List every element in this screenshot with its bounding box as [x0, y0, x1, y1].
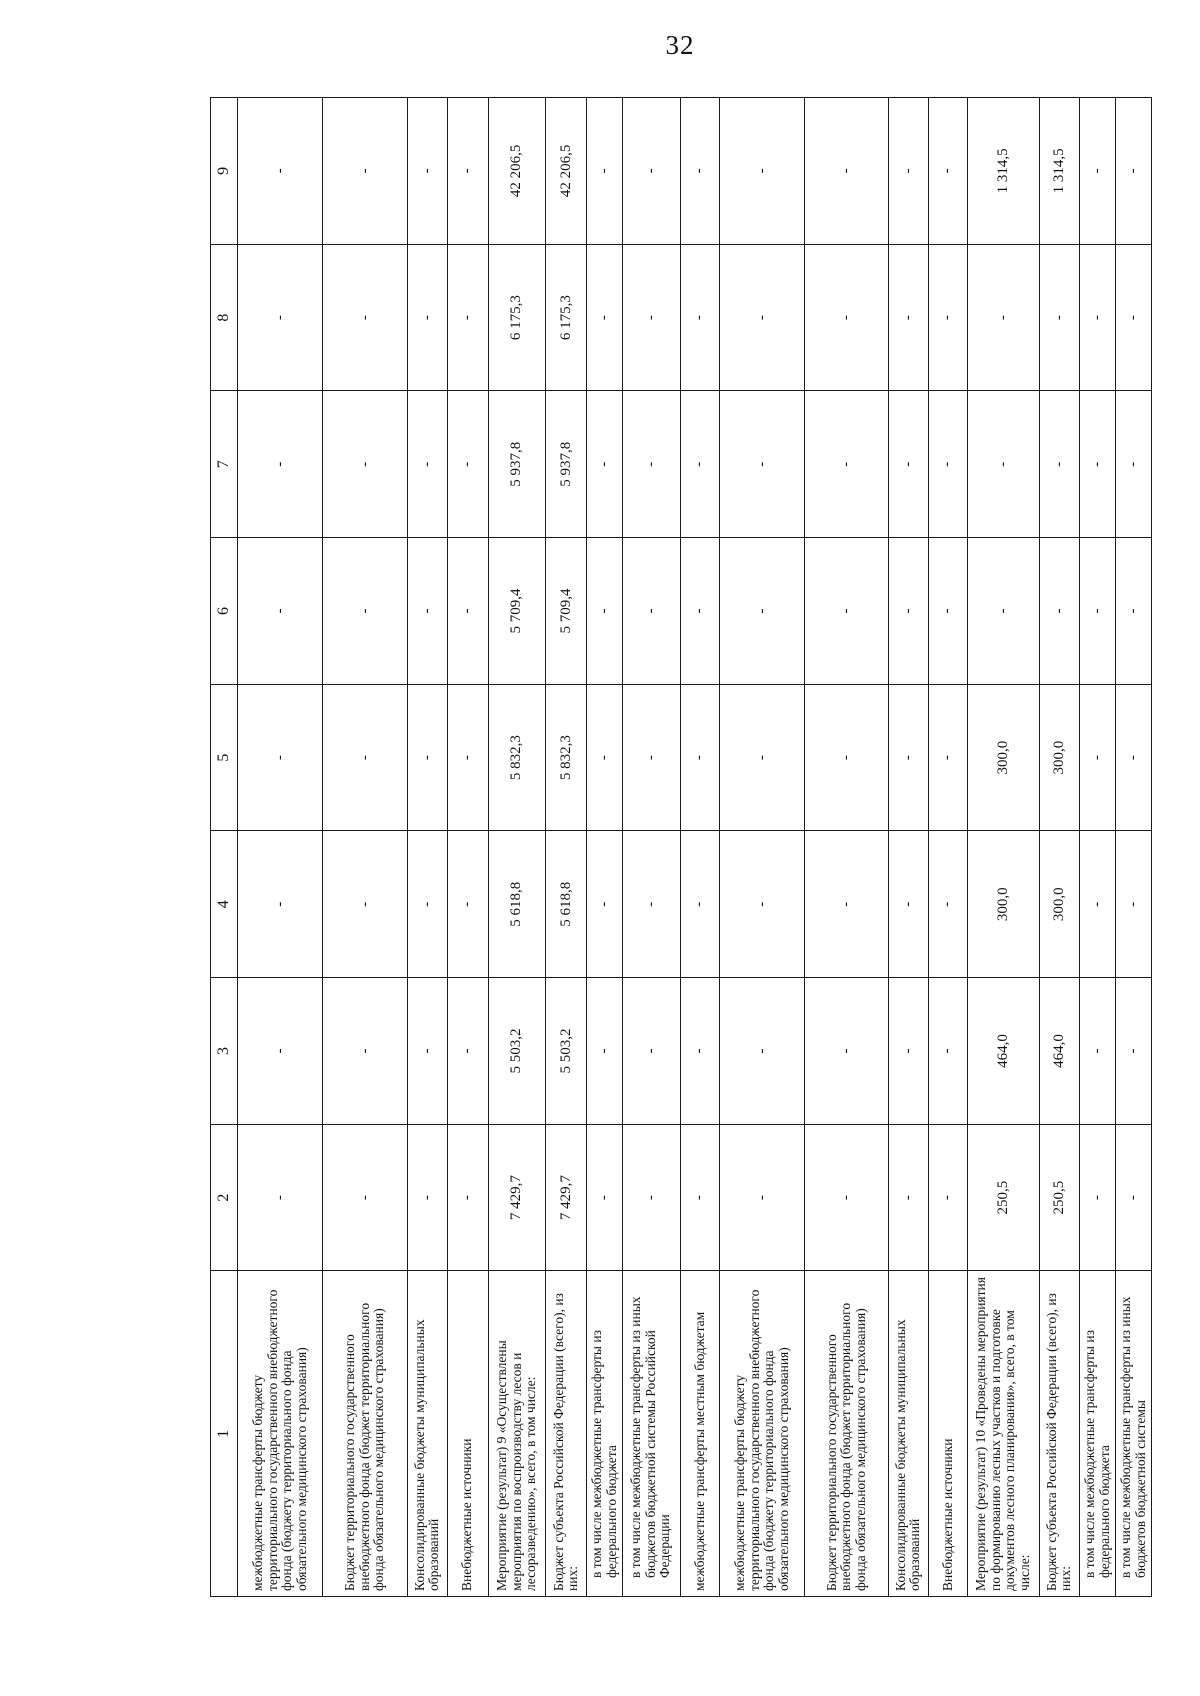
row-value-col-2: -	[804, 1124, 888, 1271]
row-value-col-9: -	[720, 98, 804, 245]
row-value-col-3: 5 503,2	[546, 978, 587, 1125]
row-value-col-5: -	[1116, 684, 1152, 831]
row-value-col-4: -	[889, 831, 929, 978]
row-value-col-3: -	[622, 978, 680, 1125]
row-value-col-6: -	[1079, 538, 1116, 685]
row-value-col-6: -	[323, 538, 407, 685]
row-value-col-4: 5 618,8	[546, 831, 587, 978]
row-label: Бюджет территориального государственного внебюджетного фонда (бюджет территориального фонда обязательного медицинского страхования)	[804, 1271, 888, 1597]
row-value-col-3: -	[447, 978, 488, 1125]
row-value-col-7: -	[622, 391, 680, 538]
table-row	[488, 98, 546, 1597]
row-value-col-6: 5 709,4	[488, 538, 546, 685]
row-value-col-2: 7 429,7	[546, 1124, 587, 1271]
row-value-col-2: -	[889, 1124, 929, 1271]
row-value-col-4: 300,0	[967, 831, 1039, 978]
column-header-6: 6	[211, 538, 238, 685]
row-label: Мероприятие (результат) 9 «Осуществлены мероприятия по воспроизводству лесов и лесоразведению», всего, в том числе:	[488, 1271, 546, 1597]
row-value-col-7: -	[323, 391, 407, 538]
row-value-col-6: -	[238, 538, 323, 685]
row-value-col-5: -	[587, 684, 622, 831]
column-header-3: 3	[211, 978, 238, 1125]
row-value-col-3: -	[680, 978, 720, 1125]
table-row	[720, 98, 804, 1597]
table-body	[238, 98, 1152, 1597]
row-value-col-6: -	[407, 538, 447, 685]
page-number: 32	[665, 30, 695, 60]
row-value-col-9: 1 314,5	[1039, 98, 1079, 245]
row-value-col-8: -	[967, 244, 1039, 391]
row-value-col-4: -	[1079, 831, 1116, 978]
column-header-7: 7	[211, 391, 238, 538]
table-row	[238, 98, 323, 1597]
row-value-col-6: -	[928, 538, 967, 685]
row-value-col-3: -	[323, 978, 407, 1125]
row-value-col-8: -	[587, 244, 622, 391]
table-row	[587, 98, 622, 1597]
column-header-2: 2	[211, 1124, 238, 1271]
table-row	[1039, 98, 1079, 1597]
row-value-col-9: -	[447, 98, 488, 245]
row-value-col-9: 42 206,5	[546, 98, 587, 245]
rotated-table-container	[210, 97, 1152, 1597]
row-value-col-7: 5 937,8	[546, 391, 587, 538]
row-value-col-6: 5 709,4	[546, 538, 587, 685]
row-value-col-5: -	[720, 684, 804, 831]
row-value-col-2: 250,5	[967, 1124, 1039, 1271]
row-value-col-2: -	[622, 1124, 680, 1271]
row-value-col-5: -	[928, 684, 967, 831]
row-value-col-8: -	[407, 244, 447, 391]
table-row	[546, 98, 587, 1597]
row-label: межбюджетные трансферты бюджету территориального государственного внебюджетного фонда (бюджету территориального фонда обязательного медицинского страхования)	[238, 1271, 323, 1597]
row-value-col-3: -	[804, 978, 888, 1125]
row-value-col-4: -	[720, 831, 804, 978]
row-value-col-3: -	[928, 978, 967, 1125]
row-value-col-8: -	[804, 244, 888, 391]
row-value-col-9: -	[587, 98, 622, 245]
row-value-col-7: -	[889, 391, 929, 538]
row-value-col-9: -	[323, 98, 407, 245]
row-label: межбюджетные трансферты местным бюджетам	[680, 1271, 720, 1597]
row-value-col-2: -	[1116, 1124, 1152, 1271]
row-value-col-8: -	[1079, 244, 1116, 391]
row-value-col-4: -	[1116, 831, 1152, 978]
row-value-col-2: -	[680, 1124, 720, 1271]
row-value-col-3: -	[720, 978, 804, 1125]
row-value-col-4: 300,0	[1039, 831, 1079, 978]
table-row	[1079, 98, 1116, 1597]
row-value-col-2: -	[928, 1124, 967, 1271]
row-value-col-8: -	[889, 244, 929, 391]
row-value-col-2: -	[238, 1124, 323, 1271]
row-value-col-3: 5 503,2	[488, 978, 546, 1125]
row-value-col-4: -	[323, 831, 407, 978]
row-value-col-5: -	[680, 684, 720, 831]
row-label: Бюджет территориального государственного внебюджетного фонда (бюджет территориального фонда обязательного медицинского страхования)	[323, 1271, 407, 1597]
row-value-col-8: -	[680, 244, 720, 391]
row-value-col-9: 1 314,5	[967, 98, 1039, 245]
column-header-5: 5	[211, 684, 238, 831]
row-value-col-3: -	[1116, 978, 1152, 1125]
row-value-col-2: 250,5	[1039, 1124, 1079, 1271]
row-value-col-8: -	[928, 244, 967, 391]
row-value-col-9: -	[407, 98, 447, 245]
row-label: в том числе межбюджетные трансферты из федерального бюджета	[1079, 1271, 1116, 1597]
row-value-col-5: 5 832,3	[488, 684, 546, 831]
row-value-col-6: -	[1116, 538, 1152, 685]
row-label: Бюджет субъекта Российской Федерации (всего), из них:	[1039, 1271, 1079, 1597]
row-label: в том числе межбюджетные трансферты из иных бюджетов бюджетной системы Российской Федерации	[622, 1271, 680, 1597]
row-value-col-7: -	[1039, 391, 1079, 538]
column-header-4: 4	[211, 831, 238, 978]
row-value-col-6: -	[889, 538, 929, 685]
row-value-col-7: -	[447, 391, 488, 538]
table-row	[928, 98, 967, 1597]
row-value-col-6: -	[1039, 538, 1079, 685]
row-value-col-9: -	[622, 98, 680, 245]
row-value-col-4: -	[407, 831, 447, 978]
row-value-col-4: -	[238, 831, 323, 978]
row-value-col-6: -	[967, 538, 1039, 685]
row-label: Мероприятие (результат) 10 «Проведены мероприятия по формированию лесных участков и подготовке документов лесного планирования», всего, в том числе:	[967, 1271, 1039, 1597]
row-value-col-5: -	[889, 684, 929, 831]
row-value-col-8: -	[1116, 244, 1152, 391]
row-value-col-6: -	[622, 538, 680, 685]
row-value-col-7: -	[967, 391, 1039, 538]
row-value-col-9: -	[680, 98, 720, 245]
row-value-col-7: 5 937,8	[488, 391, 546, 538]
row-value-col-4: -	[447, 831, 488, 978]
row-value-col-3: -	[1079, 978, 1116, 1125]
row-value-col-3: -	[407, 978, 447, 1125]
row-value-col-8: 6 175,3	[546, 244, 587, 391]
row-value-col-3: 464,0	[1039, 978, 1079, 1125]
row-value-col-2: -	[1079, 1124, 1116, 1271]
row-value-col-3: 464,0	[967, 978, 1039, 1125]
row-label: в том числе межбюджетные трансферты из федерального бюджета	[587, 1271, 622, 1597]
row-value-col-2: -	[323, 1124, 407, 1271]
column-header-8: 8	[211, 244, 238, 391]
table-row	[889, 98, 929, 1597]
row-value-col-8: -	[1039, 244, 1079, 391]
row-value-col-9: 42 206,5	[488, 98, 546, 245]
row-value-col-7: -	[720, 391, 804, 538]
table-row	[407, 98, 447, 1597]
row-value-col-5: -	[804, 684, 888, 831]
row-label: Внебюджетные источники	[928, 1271, 967, 1597]
row-value-col-5: 300,0	[1039, 684, 1079, 831]
row-value-col-6: -	[680, 538, 720, 685]
row-value-col-9: -	[238, 98, 323, 245]
row-value-col-2: -	[587, 1124, 622, 1271]
row-label: Внебюджетные источники	[447, 1271, 488, 1597]
row-value-col-2: 7 429,7	[488, 1124, 546, 1271]
table-row	[804, 98, 888, 1597]
row-value-col-5: -	[238, 684, 323, 831]
row-value-col-5: -	[407, 684, 447, 831]
row-value-col-4: 5 618,8	[488, 831, 546, 978]
row-value-col-7: -	[1079, 391, 1116, 538]
row-value-col-9: -	[804, 98, 888, 245]
row-value-col-2: -	[407, 1124, 447, 1271]
row-value-col-5: 300,0	[967, 684, 1039, 831]
row-value-col-8: -	[720, 244, 804, 391]
row-value-col-8: -	[447, 244, 488, 391]
column-header-9: 9	[211, 98, 238, 245]
row-value-col-6: -	[587, 538, 622, 685]
row-value-col-2: -	[447, 1124, 488, 1271]
row-value-col-6: -	[720, 538, 804, 685]
budget-table	[210, 97, 1152, 1597]
row-label: Бюджет субъекта Российской Федерации (всего), из них:	[546, 1271, 587, 1597]
row-value-col-7: -	[238, 391, 323, 538]
column-header-1: 1	[211, 1271, 238, 1597]
row-value-col-9: -	[928, 98, 967, 245]
row-value-col-8: 6 175,3	[488, 244, 546, 391]
row-value-col-4: -	[587, 831, 622, 978]
row-label: Консолидированные бюджеты муниципальных образований	[407, 1271, 447, 1597]
row-value-col-4: -	[928, 831, 967, 978]
row-value-col-2: -	[720, 1124, 804, 1271]
table-row	[1116, 98, 1152, 1597]
row-value-col-7: -	[407, 391, 447, 538]
row-value-col-5: 5 832,3	[546, 684, 587, 831]
row-label: в том числе межбюджетные трансферты из иных бюджетов бюджетной системы	[1116, 1271, 1152, 1597]
row-value-col-9: -	[1079, 98, 1116, 245]
table-row	[447, 98, 488, 1597]
header-row	[211, 98, 238, 1597]
row-label: межбюджетные трансферты бюджету территориального государственного внебюджетного фонда (бюджету территориального фонда обязательного медицинского страхования)	[720, 1271, 804, 1597]
row-value-col-3: -	[587, 978, 622, 1125]
row-value-col-7: -	[928, 391, 967, 538]
table-row	[680, 98, 720, 1597]
row-value-col-5: -	[447, 684, 488, 831]
row-label: Консолидированные бюджеты муниципальных образований	[889, 1271, 929, 1597]
table-row	[622, 98, 680, 1597]
row-value-col-8: -	[622, 244, 680, 391]
row-value-col-8: -	[238, 244, 323, 391]
row-value-col-9: -	[1116, 98, 1152, 245]
row-value-col-3: -	[238, 978, 323, 1125]
row-value-col-8: -	[323, 244, 407, 391]
row-value-col-6: -	[804, 538, 888, 685]
row-value-col-7: -	[1116, 391, 1152, 538]
row-value-col-7: -	[804, 391, 888, 538]
table-row	[323, 98, 407, 1597]
row-value-col-4: -	[804, 831, 888, 978]
row-value-col-6: -	[447, 538, 488, 685]
row-value-col-9: -	[889, 98, 929, 245]
row-value-col-4: -	[680, 831, 720, 978]
row-value-col-7: -	[680, 391, 720, 538]
row-value-col-4: -	[622, 831, 680, 978]
table-row	[967, 98, 1039, 1597]
row-value-col-5: -	[323, 684, 407, 831]
row-value-col-5: -	[622, 684, 680, 831]
row-value-col-7: -	[587, 391, 622, 538]
row-value-col-5: -	[1079, 684, 1116, 831]
row-value-col-3: -	[889, 978, 929, 1125]
